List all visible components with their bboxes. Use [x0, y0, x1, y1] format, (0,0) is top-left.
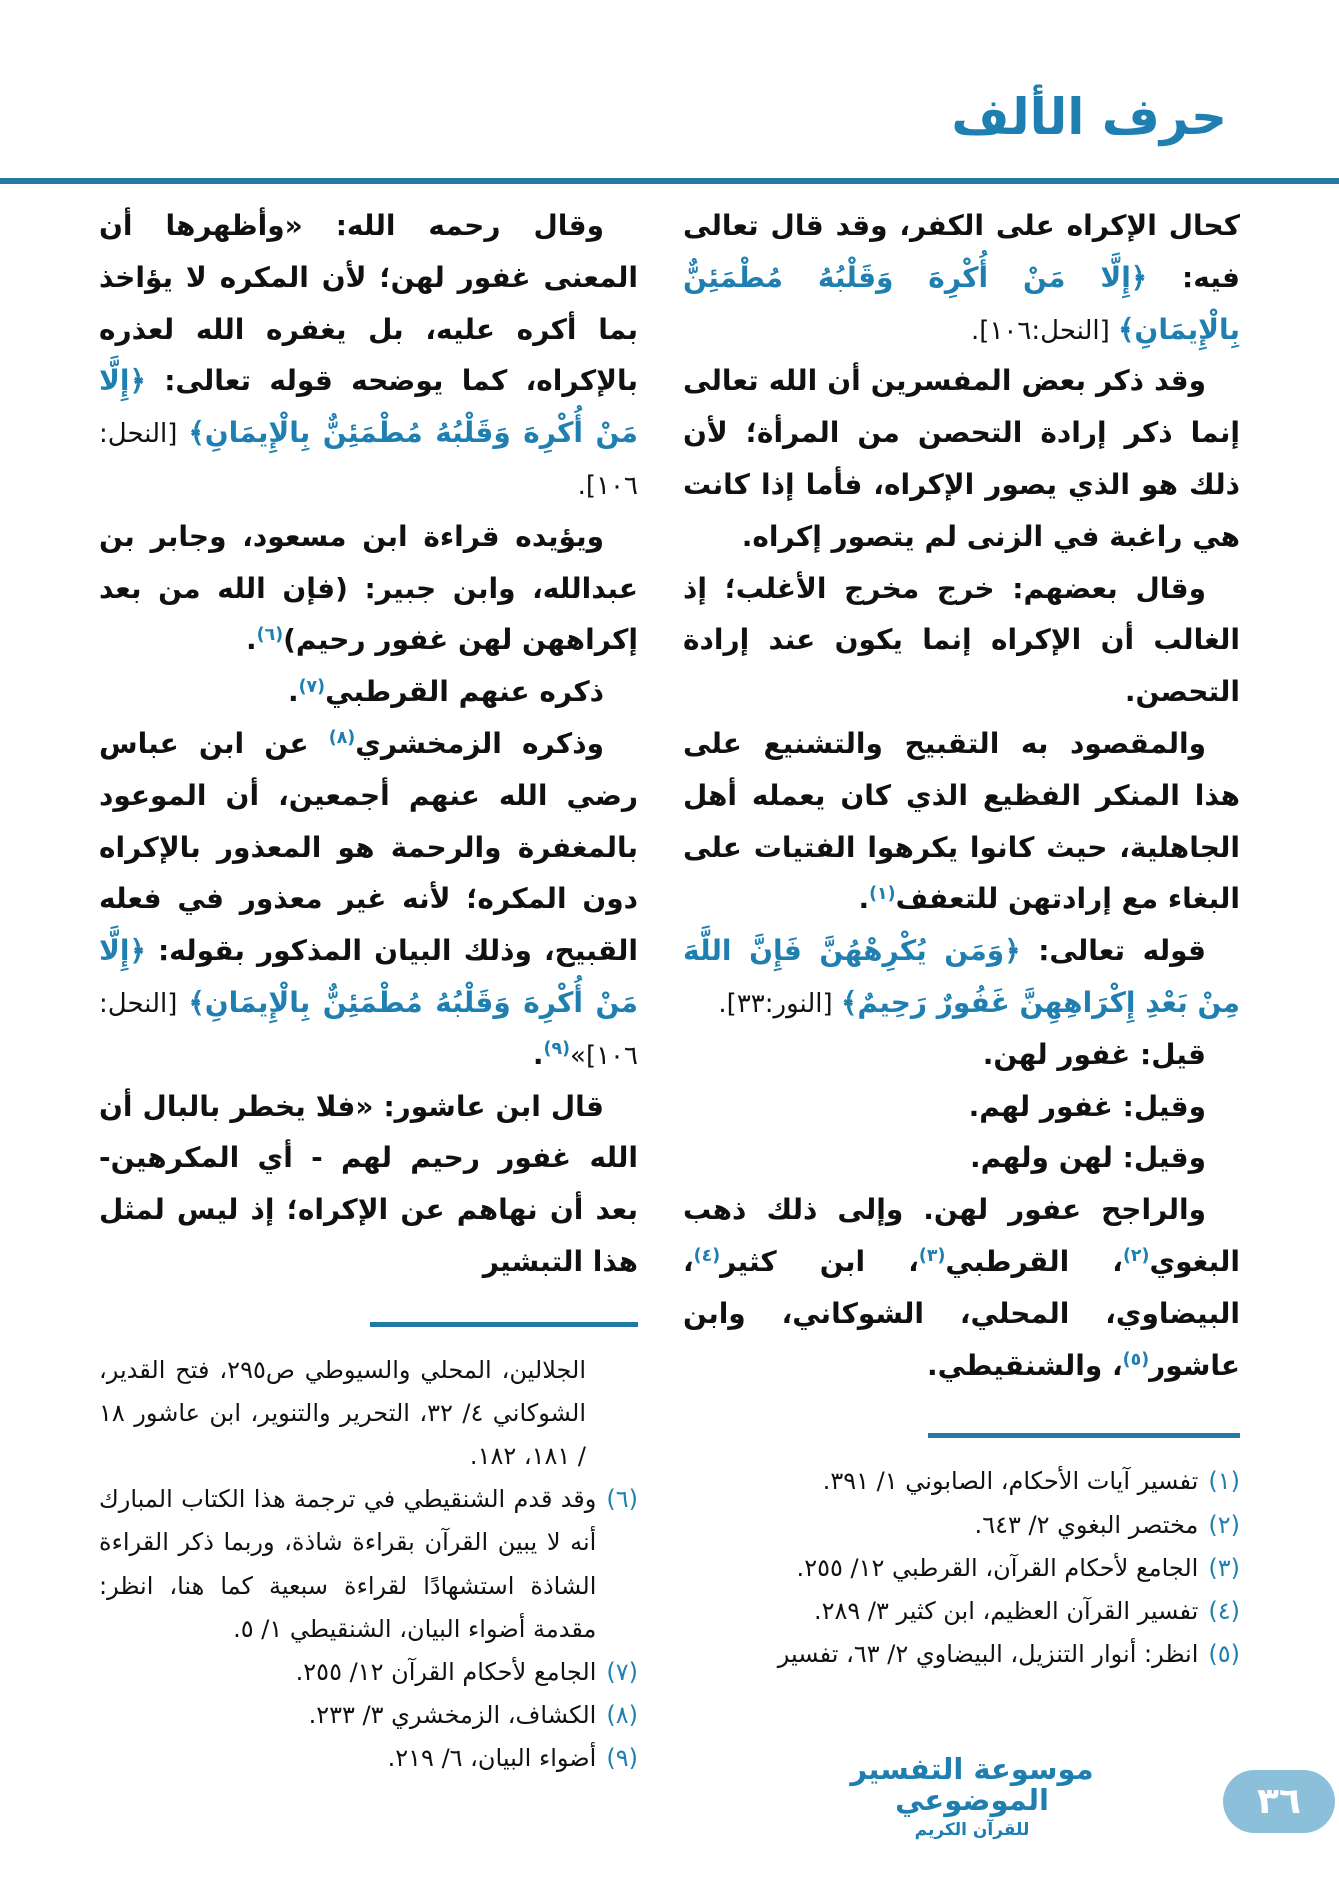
footnote-ref: (٤)	[693, 1246, 721, 1267]
quran-verse: ﴿إِلَّا مَنْ أُكْرِهَ وَقَلْبُهُ مُطْمَئِنٌّ بِالْإِيمَانِ﴾	[683, 260, 1240, 346]
paragraph	[683, 718, 1240, 925]
body-text: كحال الإكراه على الكفر، وقد قال تعالى فيه:	[683, 209, 1240, 294]
paragraph	[683, 1184, 1240, 1391]
header-rule	[0, 178, 1339, 184]
footnote	[99, 1478, 638, 1651]
paragraph	[683, 925, 1240, 1029]
footnote-text: مختصر البغوي ٢/ ٦٤٣.	[974, 1510, 1199, 1539]
footnote-marker: (٨)	[606, 1701, 638, 1730]
paragraph	[683, 1132, 1240, 1184]
body-text: ، والشنقيطي.	[927, 1348, 1123, 1382]
footnote-continuation	[99, 1349, 638, 1479]
body-text: وقال رحمه الله: «وأظهرها أن المعنى غفور لهن؛ لأن المكره لا يؤاخذ بما أكره عليه، بل يغفره الله لعذره بالإكراه، كما يوضحه قوله تعالى:	[99, 209, 638, 398]
body-text: وقال بعضهم: خرج مخرج الأغلب؛ إذ الغالب أن الإكراه إنما يكون عند إرادة التحصن.	[683, 571, 1240, 709]
body-text: ويؤيده قراءة ابن مسعود، وجابر بن عبدالله، وابن جبير: (فإن الله من بعد إكراههن لهن غفور رحيم)	[99, 519, 638, 657]
footnote-ref: (٣)	[918, 1246, 946, 1267]
verse-reference: [النحل: ١٠٦]»	[99, 988, 638, 1071]
footnote-text: الجامع لأحكام القرآن، القرطبي ١٢/ ٢٥٥.	[796, 1553, 1199, 1582]
quran-verse: ﴿إِلَّا مَنْ أُكْرِهَ وَقَلْبُهُ مُطْمَئِنٌّ بِالْإِيمَانِ﴾	[99, 364, 638, 450]
logo-subtitle: للقرآن الكريم	[914, 1820, 1030, 1841]
body-text: ، ابن كثير	[720, 1244, 919, 1278]
footnote-ref: (٢)	[1122, 1246, 1150, 1267]
verse-reference: [النحل:١٠٦].	[971, 315, 1119, 346]
body-text: والمقصود به التقبيح والتشنيع على هذا المنكر الفظيع الذي كان يعمله أهل الجاهلية، حيث كانوا يكرهوا الفتيات على البغاء مع إرادتهن للتعفف	[683, 726, 1240, 916]
body-text: ، البيضاوي، المحلي، الشوكاني، وابن عاشور	[683, 1244, 1240, 1382]
footnote-text: انظر: أنوار التنزيل، البيضاوي ٢/ ٦٣، تفسير	[777, 1640, 1199, 1669]
footnote-marker: (٢)	[1208, 1510, 1240, 1539]
body-text: .	[246, 623, 257, 657]
footnote-text: تفسير القرآن العظيم، ابن كثير ٣/ ٢٨٩.	[813, 1596, 1199, 1625]
footnote-text: وقد قدم الشنقيطي في ترجمة هذا الكتاب المبارك أنه لا يبين القرآن بقراءة شاذة، وربما ذكر القراءة الشاذة استشهادًا لقراءة سبعية كما هنا، انظر: مقدمة أضواء البيان، الشنقيطي ١/ ٥.	[99, 1485, 597, 1643]
footnote	[683, 1504, 1240, 1547]
footnote-ref: (٨)	[328, 728, 356, 749]
body-text: وقيل: لهن ولهم.	[969, 1141, 1206, 1175]
paragraph	[99, 1081, 638, 1288]
paragraph	[99, 511, 638, 666]
verse-reference: [النحل: ١٠٦].	[99, 419, 638, 501]
verse-reference: [النور:٣٣].	[718, 988, 841, 1019]
footnote-separator	[370, 1322, 638, 1327]
footnote-ref: (٩)	[543, 1039, 571, 1060]
footnote	[683, 1590, 1240, 1633]
paragraph	[683, 1029, 1240, 1081]
quran-verse: ﴿وَمَن يُكْرِهْهُنَّ فَإِنَّ اللَّهَ مِنْ بَعْدِ إِكْرَاهِهِنَّ غَفُورٌ رَحِيمٌ﴾	[683, 934, 1240, 1019]
footnote	[99, 1651, 638, 1694]
text-columns	[99, 200, 1240, 1781]
footnote	[683, 1460, 1240, 1503]
footnote	[99, 1694, 638, 1737]
paragraph	[683, 563, 1240, 718]
body-text: قال ابن عاشور: «فلا يخطر بالبال أن الله غفور رحيم لهم - أي المكرهين- بعد أن نهاهم عن الإكراه؛ إذ ليس لمثل هذا التبشير	[99, 1089, 638, 1278]
footnote-marker: (٦)	[606, 1485, 638, 1514]
footnote-separator	[928, 1433, 1240, 1438]
footnote-text: الجامع لأحكام القرآن ١٢/ ٢٥٥.	[295, 1658, 597, 1687]
page-number: ٣٦	[1257, 1781, 1301, 1822]
body-text: .	[532, 1037, 544, 1071]
publisher-logo	[849, 1751, 1095, 1841]
page-number-badge	[1223, 1770, 1335, 1833]
body-text: قوله تعالى:	[1020, 934, 1207, 968]
body-text: وقد ذكر بعض المفسرين أن الله تعالى إنما ذكر إرادة التحصن من المرأة؛ لأن ذلك هو الذي يصور الإكراه، فأما إذا كانت هي راغبة في الزنى لم يتصور إكراه.	[683, 364, 1240, 553]
footnote-text: الكشاف، الزمخشري ٣/ ٢٣٣.	[308, 1701, 597, 1730]
footnote-text: الجلالين، المحلي والسيوطي ص٢٩٥، فتح القدير، الشوكاني ٤/ ٣٢، التحرير والتنوير، ابن عاشور ١٨ / ١٨١، ١٨٢.	[99, 1355, 587, 1471]
footnote-ref: (٧)	[298, 676, 326, 697]
paragraph	[683, 200, 1240, 355]
body-text: .	[858, 882, 870, 916]
body-text: .	[287, 675, 299, 709]
footnote	[683, 1633, 1240, 1676]
body-text: وذكره الزمخشري	[355, 726, 604, 760]
paragraph	[683, 355, 1240, 562]
footnote-marker: (٧)	[606, 1658, 638, 1687]
body-text: ذكره عنهم القرطبي	[325, 675, 604, 709]
footnote-ref: (٥)	[1122, 1349, 1150, 1370]
footnote-marker: (٤)	[1208, 1596, 1240, 1625]
footnote-marker: (٥)	[1208, 1640, 1240, 1669]
footnote	[99, 1737, 638, 1780]
footnote-text: أضواء البيان، ٦/ ٢١٩.	[387, 1744, 597, 1773]
paragraph	[99, 200, 638, 511]
footnote-marker: (٣)	[1208, 1553, 1240, 1582]
footnote-ref: (١)	[869, 883, 896, 904]
footnote-text: تفسير آيات الأحكام، الصابوني ١/ ٣٩١.	[822, 1467, 1199, 1496]
footnote-marker: (٩)	[606, 1744, 638, 1773]
body-text: عن ابن عباس رضي الله عنهم أجمعين، أن الموعود بالمغفرة والرحمة هو المعذور بالإكراه دون المكره؛ لأنه غير معذور في فعله القبيح، وذلك البيان المذكور بقوله:	[99, 726, 638, 968]
body-text: وقيل: غفور لهم.	[968, 1089, 1206, 1123]
logo-title: موسوعة التفسير الموضوعي	[850, 1751, 1094, 1818]
body-text: والراجح عفور لهن. وإلى ذلك ذهب البغوي	[683, 1193, 1240, 1278]
body-text: ، القرطبي	[945, 1244, 1123, 1278]
footnote	[683, 1547, 1240, 1590]
chapter-heading: حرف الألف	[951, 88, 1227, 146]
column-right	[683, 200, 1240, 1781]
paragraph	[683, 1081, 1240, 1133]
paragraph	[99, 718, 638, 1081]
footnote-ref: (٦)	[256, 624, 284, 645]
footnote-marker: (١)	[1208, 1467, 1240, 1496]
quran-verse: ﴿إِلَّا مَنْ أُكْرِهَ وَقَلْبُهُ مُطْمَئِنٌّ بِالْإِيمَانِ﴾	[99, 934, 638, 1019]
column-left	[99, 200, 638, 1781]
paragraph	[99, 666, 638, 718]
body-text: قيل: غفور لهن.	[982, 1037, 1206, 1071]
